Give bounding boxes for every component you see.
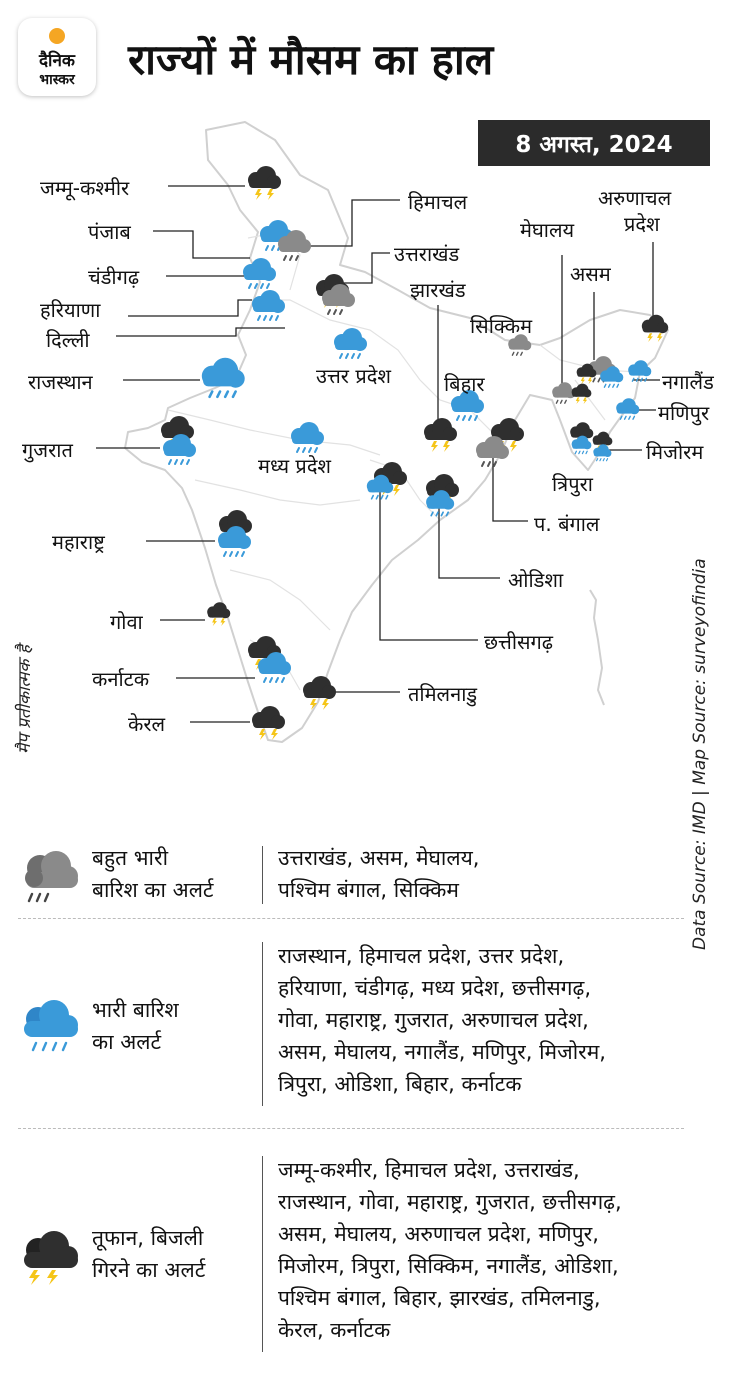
legend-very-heavy-label <box>92 842 262 906</box>
label-up: उत्तर प्रदेश <box>316 364 391 388</box>
label-wb: प. बंगाल <box>534 512 600 536</box>
legend-very-heavy-states-line2: पश्चिम बंगाल, सिक्किम <box>278 878 459 902</box>
legend-thunder-states-line3: असम, मेघालय, अरुणाचल प्रदेश, मणिपुर, <box>278 1222 599 1246</box>
legend-heavy-states-line1: राजस्थान, हिमाचल प्रदेश, उत्तर प्रदेश, <box>278 944 565 968</box>
legend-heavy-label-line1: भारी बारिश <box>92 998 179 1022</box>
legend-separator <box>18 1128 684 1129</box>
date-badge: 8 अगस्त, 2024 <box>478 120 710 166</box>
dainik-bhaskar-logo <box>18 18 96 96</box>
legend-separator <box>18 918 684 919</box>
data-source-note: Data Source: IMD | Map Source: surveyofindia <box>690 558 710 950</box>
logo-text-line2: भास्कर <box>39 72 75 88</box>
legend-heavy-states-line2: हरियाणा, चंडीगढ़, मध्य प्रदेश, छत्तीसगढ़, <box>278 976 592 1000</box>
legend-very-heavy-label-line2: बारिश का अलर्ट <box>92 878 214 902</box>
label-assam: असम <box>570 262 611 286</box>
label-uttarakhand: उत्तराखंड <box>394 242 460 266</box>
legend-thunder-label-line2: गिरने का अलर्ट <box>92 1258 206 1282</box>
label-goa: गोवा <box>110 610 143 634</box>
logo-sun-icon <box>49 28 65 44</box>
label-jk: जम्मू-कश्मीर <box>40 176 130 200</box>
very-heavy-rain-cloud-icon <box>18 846 80 906</box>
legend-divider <box>262 846 263 904</box>
label-gujarat: गुजरात <box>22 438 73 462</box>
label-haryana: हरियाणा <box>40 298 101 322</box>
label-chandigarh: चंडीगढ़ <box>88 265 140 289</box>
legend-very-heavy-label-line1: बहुत भारी <box>92 846 169 870</box>
label-jharkhand: झारखंड <box>410 278 466 302</box>
label-delhi: दिल्ली <box>46 328 90 352</box>
label-nagaland: नगालैंड <box>662 370 714 394</box>
legend-thunder-label <box>92 1222 262 1286</box>
label-sikkim: सिक्किम <box>470 314 533 338</box>
legend-heavy-label-line2: का अलर्ट <box>92 1030 162 1054</box>
legend-very-heavy-states-line1: उत्तराखंड, असम, मेघालय, <box>278 846 480 870</box>
logo-text-line1: दैनिक <box>39 51 75 71</box>
page-title: राज्यों में मौसम का हाल <box>128 35 494 84</box>
label-himachal: हिमाचल <box>408 190 468 214</box>
label-mp: मध्य प्रदेश <box>258 454 332 478</box>
label-rajasthan: राजस्थान <box>28 370 93 394</box>
label-tamilnadu: तमिलनाडु <box>408 682 478 706</box>
legend-heavy-label <box>92 994 262 1058</box>
label-kerala: केरल <box>128 712 166 736</box>
legend-thunder-states-line2: राजस्थान, गोवा, महाराष्ट्र, गुजरात, छत्तीसगढ़, <box>278 1190 622 1214</box>
label-punjab: पंजाब <box>88 220 131 244</box>
legend-thunder-states-line4: मिजोरम, त्रिपुरा, सिक्किम, नगालैंड, ओडिशा, <box>278 1254 619 1278</box>
label-meghalaya: मेघालय <box>520 218 575 242</box>
label-mizoram: मिजोरम <box>646 440 704 464</box>
legend-thunder-states-line6: केरल, कर्नाटक <box>278 1318 391 1342</box>
label-bihar: बिहार <box>444 372 485 396</box>
legend-thunder-label-line1: तूफान, बिजली <box>92 1226 204 1250</box>
label-arunachal-line1: अरुणाचल <box>598 186 672 210</box>
legend-heavy-states-line4: असम, मेघालय, नगालैंड, मणिपुर, मिजोरम, <box>278 1040 606 1064</box>
label-chhattisgarh: छत्तीसगढ़ <box>484 630 554 654</box>
label-karnataka: कर्नाटक <box>92 667 150 691</box>
legend-divider <box>262 942 263 1106</box>
label-arunachal-line2: प्रदेश <box>624 212 660 236</box>
label-manipur: मणिपुर <box>658 401 710 425</box>
legend-heavy-states-line3: गोवा, महाराष्ट्र, गुजरात, अरुणाचल प्रदेश, <box>278 1008 589 1032</box>
map-disclaimer: मैप प्रतीकात्मक है <box>15 645 35 754</box>
legend-heavy-states <box>278 940 708 1100</box>
legend-very-heavy-states <box>278 842 708 906</box>
label-odisha: ओडिशा <box>508 568 564 592</box>
label-tripura: त्रिपुरा <box>552 472 593 496</box>
legend-divider <box>262 1156 263 1352</box>
legend-thunder-states-line1: जम्मू-कश्मीर, हिमाचल प्रदेश, उत्तराखंड, <box>278 1158 580 1182</box>
india-weather-map <box>0 110 730 810</box>
label-maharashtra: महाराष्ट्र <box>52 530 105 554</box>
legend-thunder-states <box>278 1154 708 1346</box>
heavy-rain-cloud-icon <box>18 995 80 1055</box>
legend-heavy-states-line5: त्रिपुरा, ओडिशा, बिहार, कर्नाटक <box>278 1072 522 1096</box>
legend-thunder-states-line5: पश्चिम बंगाल, बिहार, झारखंड, तमिलनाडु, <box>278 1286 601 1310</box>
thunderstorm-cloud-icon <box>18 1226 80 1286</box>
